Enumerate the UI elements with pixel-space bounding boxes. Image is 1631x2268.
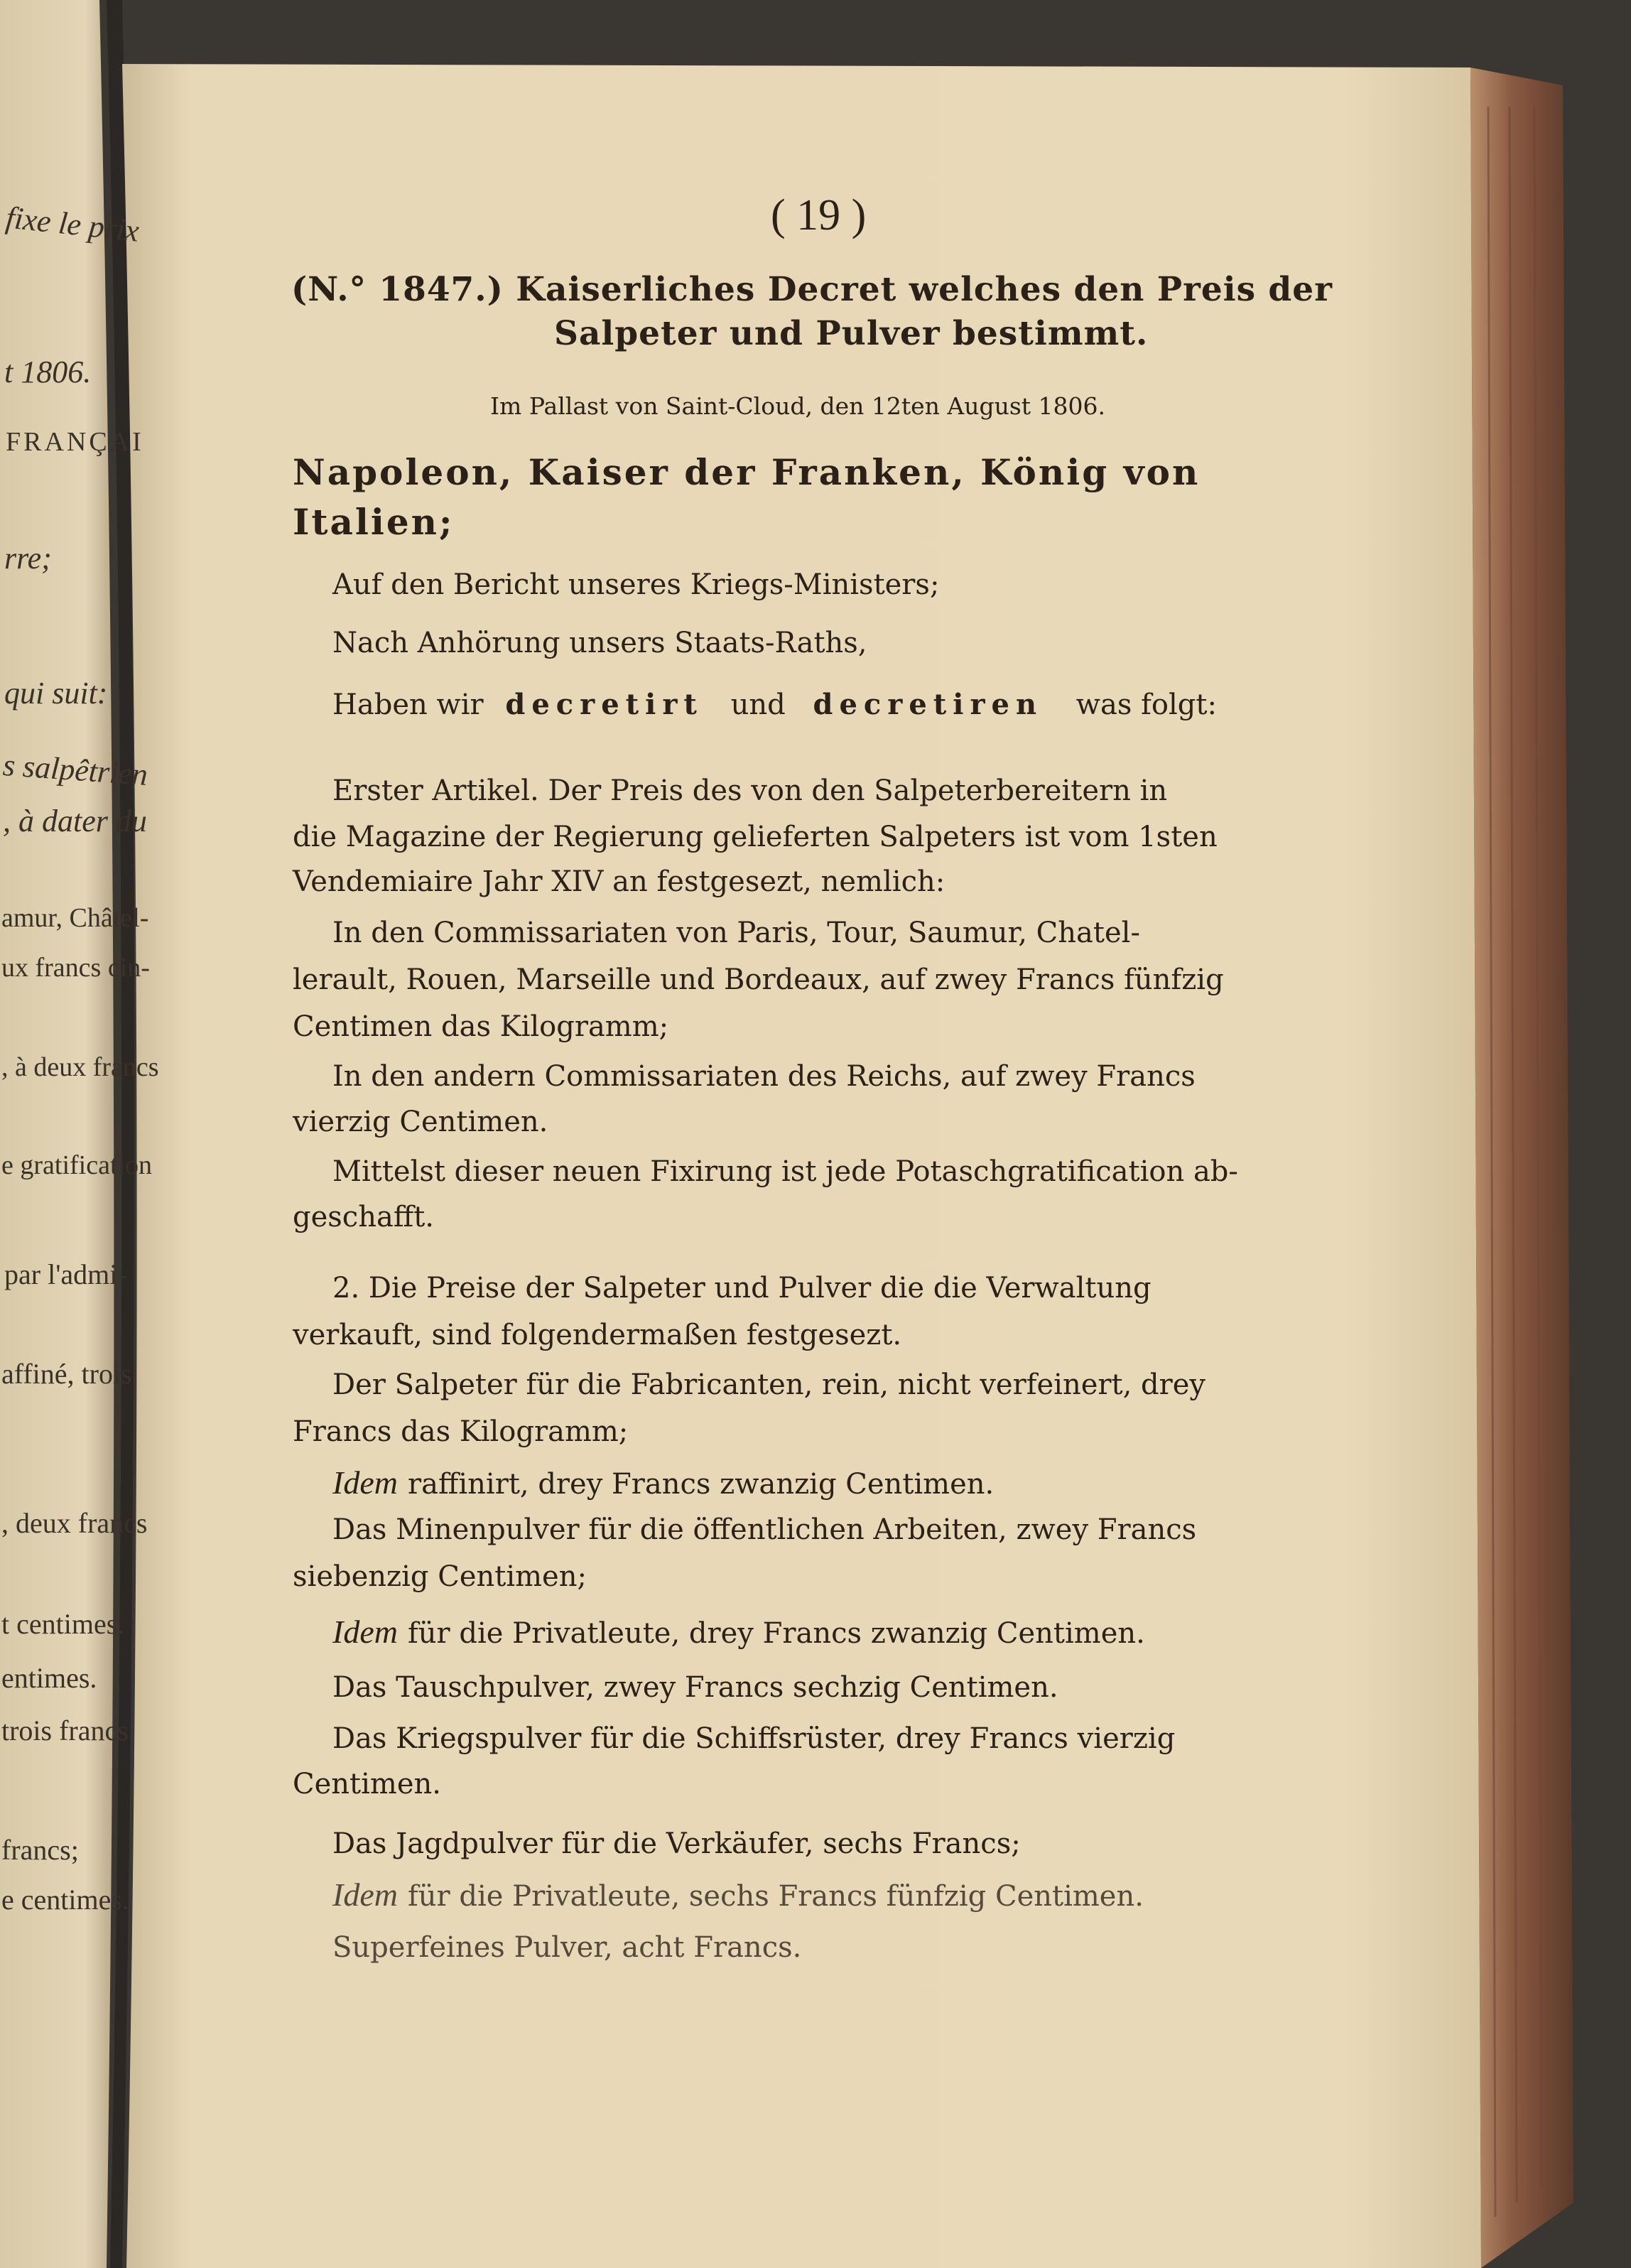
left-fragment: , à dater du xyxy=(3,804,147,838)
decree-title-line-1: (N.° 1847.) Kaiserliches Decret welches den Preis der xyxy=(291,270,1333,309)
article-2-line: Superfeines Pulver, acht Francs. xyxy=(332,1931,802,1964)
article-1-line: lerault, Rouen, Marseille und Bordeaux, auf zwey Francs fünfzig xyxy=(293,963,1224,996)
left-fragment: e gratification xyxy=(1,1150,153,1180)
article-2-line: 2. Die Preise der Salpeter und Pulver die die Verwaltung xyxy=(332,1272,1152,1305)
left-fragment: t 1806. xyxy=(4,355,92,389)
decree-word: und xyxy=(730,688,786,721)
decree-word: Haben wir xyxy=(332,688,484,721)
article-1-line: Centimen das Kilogramm; xyxy=(293,1010,669,1043)
left-fragment: entimes. xyxy=(1,1662,97,1694)
article-2-line: Das Jagdpulver für die Verkäufer, sechs Francs; xyxy=(332,1827,1021,1860)
line-text: für die Privatleute, sechs Francs fünfzig Centimen. xyxy=(407,1880,1144,1913)
decree-formula xyxy=(332,688,1217,721)
article-2-line: Das Kriegspulver für die Schiffsrüster, drey Francs vierzig xyxy=(332,1722,1176,1755)
article-1-line: vierzig Centimen. xyxy=(293,1106,548,1138)
article-2-line: Das Minenpulver für die öffentlichen Arbeiten, zwey Francs xyxy=(332,1513,1197,1546)
left-fragment: s salpêtrien xyxy=(1,747,149,793)
left-fragment: par l'admi- xyxy=(4,1258,127,1290)
idem-label: Idem xyxy=(332,1876,398,1913)
preamble-line: Auf den Bericht unseres Kriegs-Ministers; xyxy=(332,568,940,601)
article-2-line xyxy=(332,1464,994,1501)
heading-line-2: Italien; xyxy=(293,501,455,543)
left-fragment: ux francs cin- xyxy=(1,953,150,983)
article-1-line: Vendemiaire Jahr XIV an festgesezt, nemlich: xyxy=(293,865,945,898)
decree-word: decretirt xyxy=(505,688,703,721)
book-fore-edge xyxy=(1470,68,1573,2268)
article-2-line xyxy=(332,1613,1145,1651)
left-fragment: , à deux francs xyxy=(1,1052,159,1082)
heading-line-1: Napoleon, Kaiser der Franken, König von xyxy=(293,451,1201,493)
left-fragment: , deux francs xyxy=(1,1507,148,1539)
article-2-line: Das Tauschpulver, zwey Francs sechzig Centimen. xyxy=(332,1671,1058,1704)
page-number: ( 19 ) xyxy=(771,191,867,239)
article-2-line: verkauft, sind folgendermaßen festgesezt. xyxy=(293,1319,902,1351)
article-2-line: Centimen. xyxy=(293,1768,441,1800)
article-1-line: Erster Artikel. Der Preis des von den Salpeterbereitern in xyxy=(332,774,1168,807)
idem-label: Idem xyxy=(332,1464,398,1501)
line-text: raffinirt, drey Francs zwanzig Centimen. xyxy=(407,1468,995,1501)
left-page xyxy=(0,0,114,2268)
article-1-line: In den andern Commissariaten des Reichs, auf zwey Francs xyxy=(332,1060,1196,1093)
left-fragment: rre; xyxy=(4,541,52,576)
left-fragment: t centimes. xyxy=(1,1608,125,1640)
decree-title-line-2: Salpeter und Pulver bestimmt. xyxy=(554,314,1149,353)
decree-word: decretiren xyxy=(813,688,1044,721)
decree-word: was folgt: xyxy=(1075,688,1217,721)
article-1-line: geschafft. xyxy=(293,1201,435,1233)
left-fragment: affiné, trois xyxy=(1,1358,132,1390)
preamble-line: Nach Anhörung unsers Staats-Raths, xyxy=(332,627,867,659)
article-1-line: die Magazine der Regierung gelieferten Salpeters ist vom 1sten xyxy=(293,821,1218,853)
left-fragment: FRANÇAI xyxy=(6,427,144,457)
article-2-line xyxy=(332,1876,1144,1913)
article-1-line: In den Commissariaten von Paris, Tour, Saumur, Chatel- xyxy=(332,917,1140,949)
idem-label: Idem xyxy=(332,1614,398,1650)
article-2-line: siebenzig Centimen; xyxy=(293,1560,587,1593)
article-1-line: Mittelst dieser neuen Fixirung ist jede Potaschgratification ab- xyxy=(332,1155,1238,1188)
article-2-line: Der Salpeter für die Fabricanten, rein, nicht verfeinert, drey xyxy=(332,1368,1206,1401)
dateline: Im Pallast von Saint-Cloud, den 12ten August 1806. xyxy=(490,392,1106,420)
line-text: für die Privatleute, drey Francs zwanzig Centimen. xyxy=(407,1617,1145,1650)
left-fragment: trois francs xyxy=(1,1714,129,1746)
left-fragment: fixe le prix xyxy=(4,200,141,249)
left-fragment: e centimes. xyxy=(1,1884,129,1916)
left-fragment: amur, Châtel- xyxy=(1,903,149,933)
left-fragment: qui suit: xyxy=(4,676,108,711)
article-2-line: Francs das Kilogramm; xyxy=(293,1415,629,1448)
left-fragment: francs; xyxy=(1,1834,79,1866)
